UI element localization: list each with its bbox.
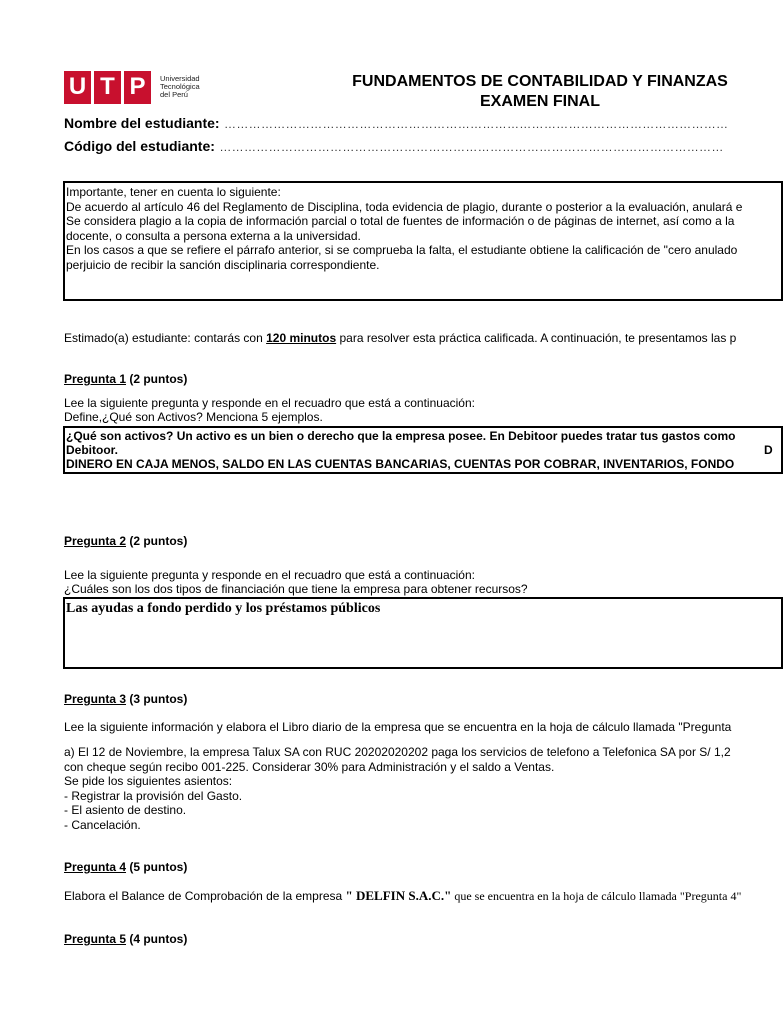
question-3-body: a) El 12 de Noviembre, la empresa Talux SA con RUC 20202020202 paga los servicios de telefono a Telefonica SA por S/ 1,2 con cheque según recibo 001-225. Considerar 30% para Administración y el saldo a Ventas. Se pide los siguientes asientos: - Registrar la provisión del Gasto. - El asiento de destino. - Cancelación. <box>64 745 731 832</box>
question-4-heading: Pregunta 4 (5 puntos) <box>64 860 188 874</box>
answer-line: DINERO EN CAJA MENOS, SALDO EN LAS CUENTAS BANCARIAS, CUENTAS POR COBRAR, INVENTARIOS, FONDO <box>66 457 735 471</box>
question-1-answer-box[interactable] <box>63 426 783 474</box>
notice-line: Importante, tener en cuenta lo siguiente: <box>66 185 281 199</box>
question-4-text: Elabora el Balance de Comprobación de la empresa " DELFIN S.A.C." que se encuentra en la hoja de cálculo llamada "Pregunta 4" <box>64 888 742 903</box>
student-name-label: Nombre del estudiante: <box>64 115 220 131</box>
logo-letter-t: T <box>94 71 121 104</box>
student-code-dots: …………………………………………………………………………………………………………… <box>219 140 724 154</box>
utp-logo <box>64 70 220 104</box>
notice-line: perjuicio de recibir la sanción disciplinaria correspondiente. <box>66 257 380 272</box>
important-notice-box <box>63 181 783 301</box>
student-code-label: Código del estudiante: <box>64 138 215 154</box>
question-5-heading: Pregunta 5 (4 puntos) <box>64 932 188 946</box>
answer-line: Debitoor. D <box>66 443 773 457</box>
question-1-instruction: Lee la siguiente pregunta y responde en el recuadro que está a continuación: <box>64 396 475 410</box>
exam-title <box>330 72 750 112</box>
question-2-text: ¿Cuáles son los dos tipos de financiación que tiene la empresa para obtener recursos? <box>64 582 528 596</box>
answer-line: Las ayudas a fondo perdido y los préstamos públicos <box>66 601 381 616</box>
intro-text: Estimado(a) estudiante: contarás con 120 minutos para resolver esta práctica calificada. A continuación, te presentamos las p <box>64 331 737 345</box>
company-name: " DELFIN S.A.C." <box>345 888 452 903</box>
notice-line: Se considera plagio a la copia de información parcial o total de fuentes de información o de páginas de internet, así como a la <box>66 214 735 228</box>
student-code-field[interactable] <box>64 138 724 156</box>
question-3-heading: Pregunta 3 (3 puntos) <box>64 692 188 706</box>
question-1-text: Define,¿Qué son Activos? Menciona 5 ejemplos. <box>64 410 323 424</box>
question-2-heading: Pregunta 2 (2 puntos) <box>64 534 188 548</box>
question-3-instruction: Lee la siguiente información y elabora el Libro diario de la empresa que se encuentra en la hoja de cálculo llamada "Pregunta <box>64 720 732 734</box>
exam-type: EXAMEN FINAL <box>480 93 600 110</box>
answer-line: ¿Qué son activos? Un activo es un bien o derecho que la empresa posee. En Debitoor puedes tratar tus gastos como <box>66 429 736 443</box>
logo-university-name: Universidad Tecnológica del Perú <box>160 74 200 99</box>
notice-line: En los casos a que se refiere el párrafo anterior, si se comprueba la falta, el estudiante obtiene la calificación de "cero anulado <box>66 243 738 257</box>
question-2-answer-box[interactable] <box>63 597 783 669</box>
question-2-instruction: Lee la siguiente pregunta y responde en el recuadro que está a continuación: <box>64 568 475 582</box>
logo-letter-u: U <box>64 71 91 104</box>
course-title: FUNDAMENTOS DE CONTABILIDAD Y FINANZAS <box>352 73 728 90</box>
time-limit: 120 minutos <box>266 331 337 345</box>
student-name-dots: …………………………………………………………………………………………………………… <box>224 117 729 131</box>
question-1-heading: Pregunta 1 (2 puntos) <box>64 372 188 386</box>
notice-line: docente, o consulta a persona externa a la universidad. <box>66 228 361 243</box>
notice-line: De acuerdo al artículo 46 del Reglamento de Disciplina, toda evidencia de plagio, durante o posterior a la evaluación, anulará e <box>66 199 743 214</box>
logo-letter-p: P <box>124 71 151 104</box>
student-name-field[interactable] <box>64 115 728 133</box>
